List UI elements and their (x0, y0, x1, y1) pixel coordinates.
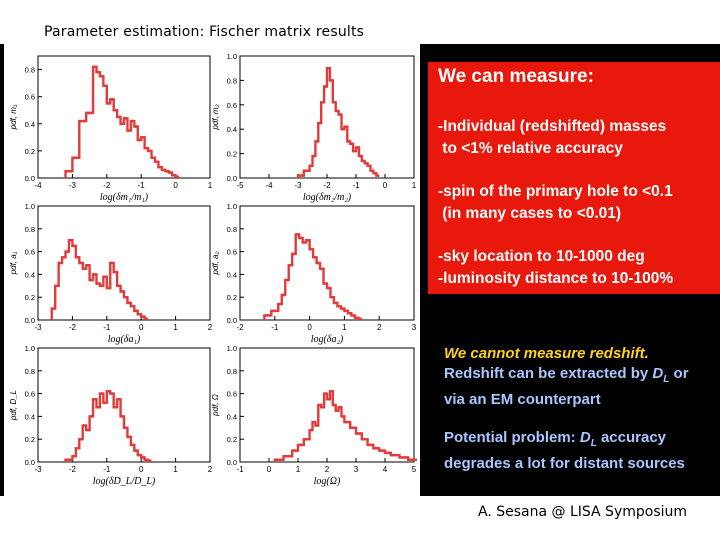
x-axis-label: log(δm₁/m₁) (99, 192, 149, 203)
y-tick-label: 1.0 (226, 52, 237, 61)
measure-box (428, 62, 720, 294)
x-tick-label: -3 (34, 465, 42, 474)
histogram-series (66, 67, 180, 178)
histogram-series (66, 391, 152, 462)
x-axis-label: log(δa₁) (107, 334, 141, 345)
y-axis-label: pdf, m₁ (9, 104, 18, 130)
y-tick-label: 0.0 (24, 316, 35, 325)
x-tick-label: -1 (103, 323, 111, 332)
y-tick-label: 0.2 (226, 293, 237, 303)
x-tick-label: -5 (236, 181, 244, 190)
slide-footer: A. Sesana @ LISA Symposium (478, 504, 688, 520)
x-axis-label: log(δm₂/m₂) (302, 192, 352, 203)
y-tick-label: 1.0 (24, 202, 35, 211)
measure-line-4: (in many cases to <0.01) (438, 205, 622, 222)
y-tick-label: 0.8 (226, 224, 237, 234)
x-tick-label: 5 (411, 465, 417, 474)
x-axis-label: log(δD_L/D_L) (92, 476, 156, 487)
y-axis-label: pdf, Ω (211, 394, 220, 416)
x-tick-label: -2 (68, 465, 76, 474)
x-tick-label: 1 (342, 323, 347, 332)
y-tick-label: 0.0 (24, 458, 35, 467)
y-tick-label: 0.0 (226, 458, 237, 467)
redshift-line-2: Redshift can be extracted by $D_L$ or (444, 365, 689, 385)
measure-line-3: -spin of the primary hole to <0.1 (438, 183, 673, 200)
y-axis-label: pdf, D_L (9, 389, 18, 421)
slide-title: Parameter estimation: Fischer matrix results (44, 24, 365, 40)
redshift-line-3: via an EM counterpart (444, 391, 601, 408)
measure-heading: We can measure: (438, 66, 594, 87)
y-tick-label: 0.2 (24, 435, 35, 445)
y-tick-label: 0.0 (24, 174, 35, 183)
problem-line-1: Potential problem: $D_L$ accuracy (444, 429, 667, 449)
x-tick-label: -4 (265, 181, 273, 190)
x-tick-label: 0 (382, 181, 388, 190)
y-tick-label: 0.2 (226, 149, 237, 159)
y-axis-label: pdf, a₂ (211, 251, 220, 275)
x-tick-label: -2 (68, 323, 76, 332)
x-tick-label: -3 (68, 181, 76, 190)
x-tick-label: -3 (34, 323, 42, 332)
plot-frame (38, 206, 210, 320)
histogram-series (275, 391, 417, 462)
y-tick-label: 0.6 (226, 389, 237, 399)
x-tick-label: -1 (236, 465, 244, 474)
y-tick-label: 0.4 (226, 412, 237, 422)
x-tick-label: -2 (103, 181, 111, 190)
x-tick-label: 3 (353, 465, 359, 474)
histogram-series (264, 235, 361, 321)
x-tick-label: 2 (376, 323, 382, 332)
y-tick-label: 1.0 (24, 344, 35, 353)
x-axis-label: log(Ω) (313, 476, 341, 487)
x-tick-label: 1 (295, 465, 301, 474)
x-tick-label: 2 (207, 465, 213, 474)
y-tick-label: 0.4 (226, 125, 237, 135)
x-tick-label: -1 (352, 181, 360, 190)
x-tick-label: -1 (271, 323, 279, 332)
x-tick-label: -1 (103, 465, 111, 474)
plot-frame (240, 206, 414, 320)
redshift-note (444, 344, 689, 410)
x-tick-label: 2 (324, 465, 330, 474)
x-tick-label: 1 (411, 181, 417, 190)
y-tick-label: 0.0 (226, 174, 237, 183)
y-tick-label: 0.2 (226, 435, 237, 445)
x-tick-label: -2 (236, 323, 244, 332)
x-tick-label: -4 (34, 181, 42, 190)
redshift-warning: We cannot measure redshift. (444, 345, 649, 362)
histogram-grid (0, 44, 424, 496)
histogram-series (52, 240, 148, 320)
y-tick-label: 0.8 (24, 65, 35, 75)
plot-frame (38, 348, 210, 462)
problem-line-2: degrades a lot for distant sources (444, 455, 685, 472)
y-tick-label: 0.0 (226, 316, 237, 325)
y-tick-label: 0.8 (226, 366, 237, 376)
x-tick-label: 1 (173, 323, 178, 332)
x-tick-label: 1 (207, 181, 213, 190)
x-tick-label: 4 (382, 465, 388, 474)
x-tick-label: -2 (323, 181, 331, 190)
y-tick-label: 0.4 (24, 412, 35, 422)
x-tick-label: 0 (173, 181, 178, 190)
plot-frame (240, 348, 414, 462)
x-tick-label: -1 (137, 181, 145, 190)
y-tick-label: 1.0 (226, 344, 237, 353)
measure-line-5: -sky location to 10-1000 deg (438, 248, 645, 265)
y-tick-label: 1.0 (226, 202, 237, 211)
measure-line-6: -luminosity distance to 10-100% (438, 270, 674, 287)
y-tick-label: 0.8 (24, 366, 35, 376)
y-tick-label: 0.6 (24, 247, 35, 257)
x-tick-label: 0 (307, 323, 312, 332)
y-tick-label: 0.2 (24, 293, 35, 303)
x-tick-label: 1 (173, 465, 178, 474)
y-tick-label: 0.6 (226, 100, 237, 110)
measure-line-2: to <1% relative accuracy (438, 140, 623, 157)
y-axis-label: pdf, m₂ (211, 104, 220, 130)
y-tick-label: 0.6 (24, 389, 35, 399)
x-tick-label: 3 (411, 323, 417, 332)
x-tick-label: 0 (266, 465, 272, 474)
y-tick-label: 0.4 (24, 119, 35, 129)
y-tick-label: 0.6 (24, 92, 35, 102)
y-tick-label: 0.4 (226, 270, 237, 280)
x-tick-label: 0 (138, 323, 144, 332)
histogram-series (298, 68, 379, 178)
y-axis-label: pdf, a₁ (9, 251, 18, 275)
y-tick-label: 0.8 (226, 76, 237, 86)
y-tick-label: 0.4 (24, 270, 35, 280)
problem-note (444, 428, 685, 474)
plot-frame (38, 56, 210, 178)
x-tick-label: 0 (138, 465, 144, 474)
histogram-grid-svg (4, 44, 424, 496)
x-tick-label: 2 (207, 323, 213, 332)
y-tick-label: 0.2 (24, 146, 35, 156)
x-tick-label: -3 (294, 181, 302, 190)
y-tick-label: 0.8 (24, 224, 35, 234)
y-tick-label: 0.6 (226, 247, 237, 257)
x-axis-label: log(δa₂) (310, 334, 344, 345)
measure-line-1: -Individual (redshifted) masses (438, 118, 667, 135)
